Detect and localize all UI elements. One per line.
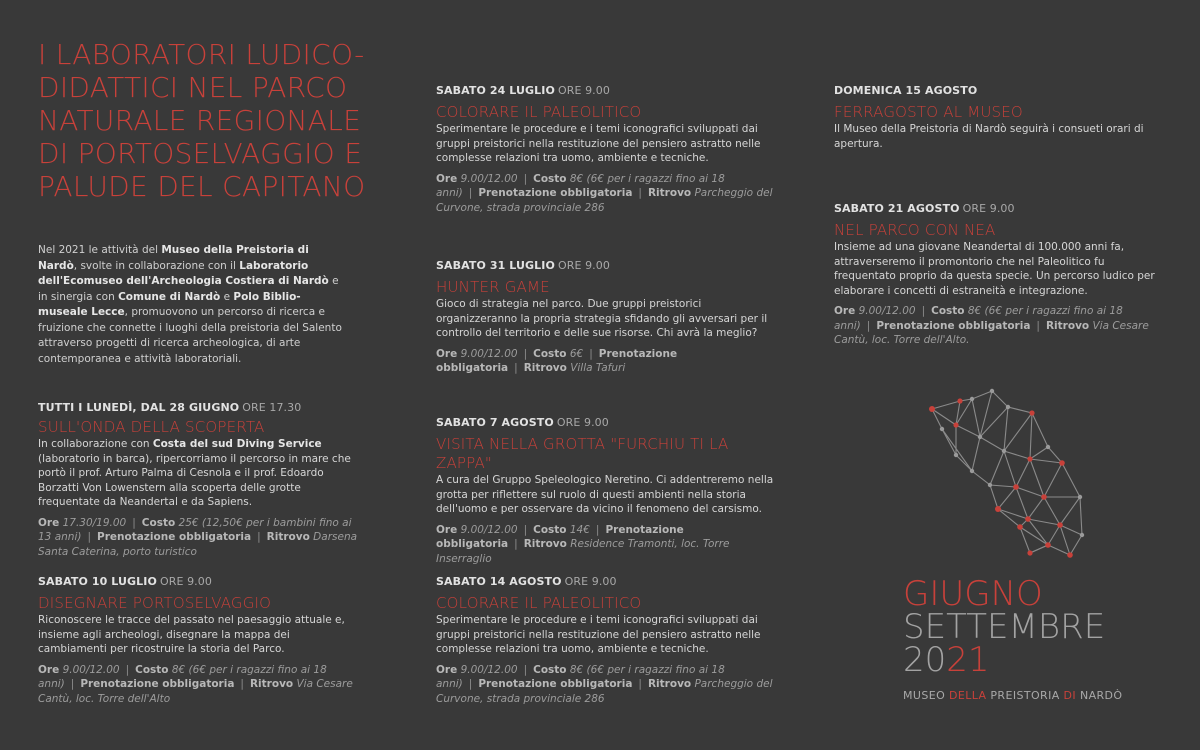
event-title: DISEGNARE PORTOSELVAGGIO <box>38 594 272 612</box>
event-date: DOMENICA 15 AGOSTO <box>834 84 978 97</box>
event-title: SULL'ONDA DELLA SCOPERTA <box>38 418 265 436</box>
event-title: COLORARE IL PALEOLITICO <box>436 103 642 121</box>
event-info: Ore 9.00/12.00 | Costo 14€ | Prenotazione obbligatoria | Ritrovo Residence Tramonti, loc. Torre Inserraglio <box>436 523 730 565</box>
event-title: FERRAGOSTO AL MUSEO <box>834 103 1023 121</box>
event-grotta <box>436 416 776 566</box>
event-date: TUTTI I LUNEDÌ, DAL 28 GIUGNO ORE 17.30 <box>38 401 302 414</box>
logo-month-end: SETTEMBRE <box>903 607 1106 647</box>
event-title: HUNTER GAME <box>436 278 550 296</box>
logo-month-start: GIUGNO <box>903 574 1043 614</box>
event-title: NEL PARCO CON NEA <box>834 221 996 239</box>
event-date: SABATO 21 AGOSTO ORE 9.00 <box>834 202 1015 215</box>
event-info: Ore 9.00/12.00 | Costo 8€ (6€ per i ragazzi fino ai 18 anni) | Prenotazione obbligatoria | Ritrovo Parcheggio del Curvone, strada provinciale 286 <box>436 172 773 214</box>
period-logo <box>903 574 1106 680</box>
event-ferragosto <box>834 84 1164 151</box>
event-info: Ore 9.00/12.00 | Costo 8€ (6€ per i ragazzi fino ai 18 anni) | Prenotazione obbligatoria | Ritrovo Parcheggio del Curvone, strada provinciale 286 <box>436 663 773 705</box>
event-title: VISITA NELLA GROTTA "FURCHIU TI LA ZAPPA" <box>436 435 729 472</box>
event-date: SABATO 24 LUGLIO ORE 9.00 <box>436 84 610 97</box>
event-description: Il Museo della Preistoria di Nardò seguirà i consueti orari di apertura. <box>834 123 1144 150</box>
logo-year: 2021 <box>903 640 990 680</box>
event-date: SABATO 14 AGOSTO ORE 9.00 <box>436 575 617 588</box>
event-nea <box>834 202 1164 348</box>
event-sullonda <box>38 401 358 559</box>
event-title: COLORARE IL PALEOLITICO <box>436 594 642 612</box>
event-info: Ore 17.30/19.00 | Costo 25€ (12,50€ per i bambini fino ai 13 anni) | Prenotazione obbligatoria | Ritrovo Darsena Santa Caterina, porto turistico <box>38 516 358 558</box>
museum-name: MUSEO DELLA PREISTORIA DI NARDÒ <box>903 689 1123 702</box>
event-description: A cura del Gruppo Speleologico Neretino. Ci addentreremo nella grotta per riflettere sul ruolo di questi ambienti nella storia dell'uomo e per osservare da vicino il fenomeno del carsismo. <box>436 474 774 515</box>
event-disegnare <box>38 575 358 706</box>
event-info: Ore 9.00/12.00 | Costo 8€ (6€ per i ragazzi fino ai 18 anni) | Prenotazione obbligatoria | Ritrovo Via Cesare Cantù, loc. Torre dell'Alto. <box>834 305 1149 346</box>
event-date: SABATO 10 LUGLIO ORE 9.00 <box>38 575 212 588</box>
event-colorare-1 <box>436 84 776 215</box>
event-description: Gioco di strategia nel parco. Due gruppi preistorici organizzeranno la propria strategia sfidando gli avversari per il controllo del territorio e delle sue risorse. Chi avrà la meglio? <box>436 298 768 339</box>
event-info: Ore 9.00/12.00 | Costo 6€ | Prenotazione obbligatoria | Ritrovo Villa Tafuri <box>436 347 678 374</box>
event-info: Ore 9.00/12.00 | Costo 8€ (6€ per i ragazzi fino ai 18 anni) | Prenotazione obbligatoria | Ritrovo Via Cesare Cantù, loc. Torre dell'Alto <box>38 663 353 705</box>
event-hunter-game <box>436 259 776 376</box>
event-description: Sperimentare le procedure e i temi iconografici sviluppati dai gruppi preistorici nella restituzione del pensiero astratto nelle complesse relazioni tra uomo, ambiente e tecniche. <box>436 123 761 164</box>
event-date: SABATO 7 AGOSTO ORE 9.00 <box>436 416 609 429</box>
event-colorare-2 <box>436 575 776 706</box>
event-description: Sperimentare le procedure e i temi iconografici sviluppati dai gruppi preistorici nella restituzione del pensiero astratto nelle complesse relazioni tra uomo, ambiente e tecniche. <box>436 614 761 655</box>
event-description: Insieme ad una giovane Neandertal di 100.000 anni fa, attraverseremo il promontorio che nel Paleolitico fu frequentato proprio da questa specie. Un percorso ludico per elaborare i concetti di estraneità e integrazione. <box>834 241 1155 297</box>
event-date: SABATO 31 LUGLIO ORE 9.00 <box>436 259 610 272</box>
event-description: Riconoscere le tracce del passato nel paesaggio attuale e, insieme agli archeologi, disegnare la mappa dei cambiamenti per ricostruire la storia del Parco. <box>38 614 345 655</box>
page-title: I LABORATORI LUDICO-DIDATTICI NEL PARCO NATURALE REGIONALE DI PORTOSELVAGGIO E PALUDE DEL CAPITANO <box>38 38 366 203</box>
salento-network-map-icon <box>920 385 1100 565</box>
event-description: In collaborazione con Costa del sud Diving Service (laboratorio in barca), ripercorriamo il percorso in mare che portò il prof. Arturo Palma di Cesnola e il prof. Edoardo Borzatti Von Lowenstern alla scoperta delle grotte frequentate da Neandertal e da Sapiens. <box>38 438 351 508</box>
intro-text: Nel 2021 le attività del Museo della Preistoria di Nardò, svolte in collaborazione con il Laboratorio dell'Ecomuseo dell'Archeologia Costiera di Nardò e in sinergia con Comune di Nardò e Polo Biblio-museale Lecce, promuovono un percorso di ricerca e fruizione che connette i luoghi della preistoria del Salento attraverso progetti di ricerca archeologica, di arte contemporanea e attività laboratoriali. <box>38 244 342 365</box>
